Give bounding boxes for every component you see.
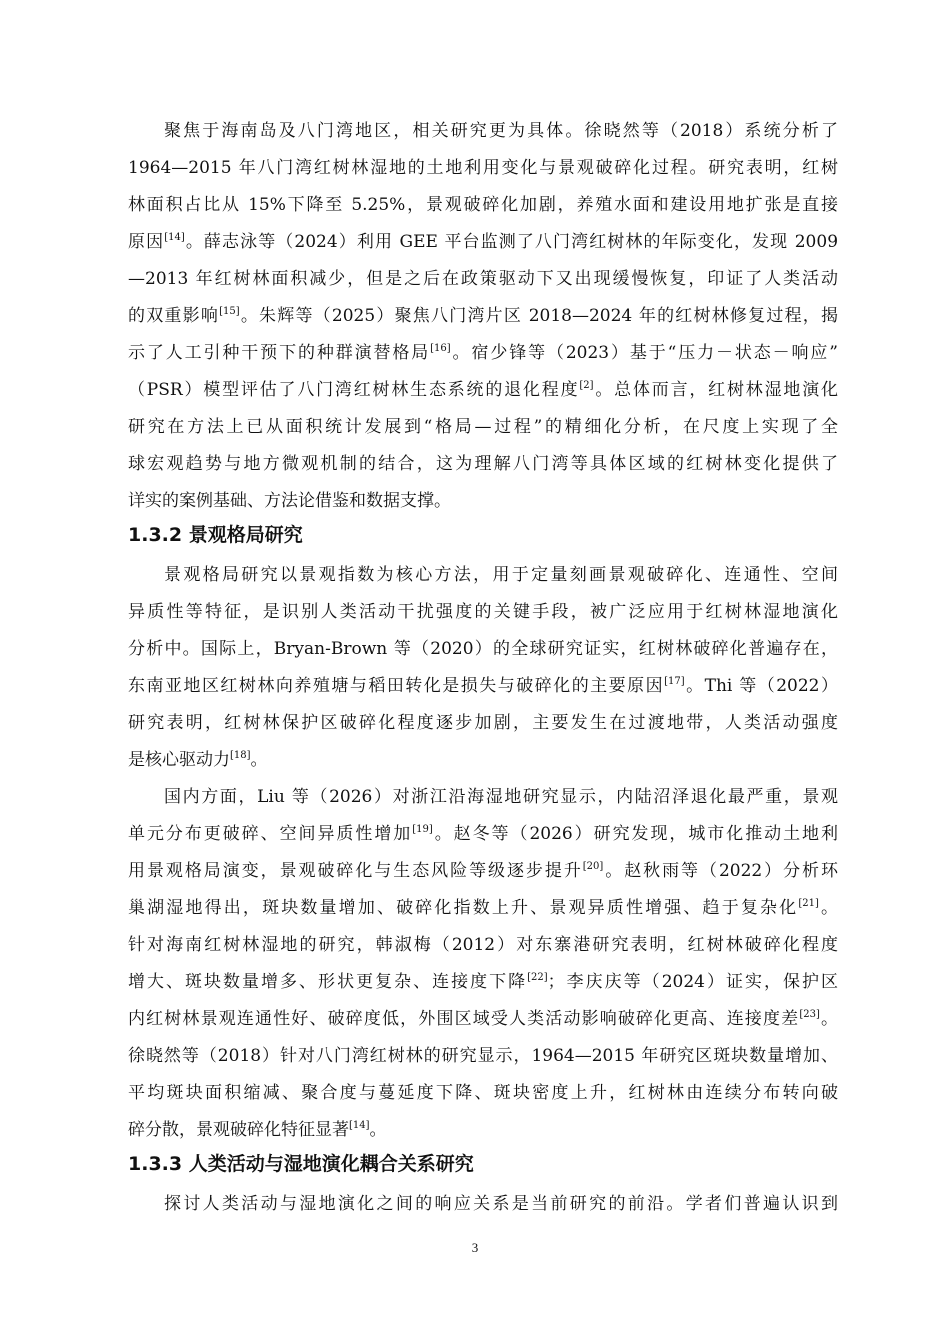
citation-superscript: [2] (579, 380, 594, 391)
text-line: 研究表明，红树林保护区破碎化程度逐步加剧，主要发生在过渡地带，人类活动强度 (128, 713, 838, 733)
text-line: 徐晓然等（2018）针对八门湾红树林的研究显示，1964—2015 年研究区斑块数量增加、 (128, 1046, 838, 1066)
citation-superscript: [22] (527, 972, 548, 983)
citation-superscript: [19] (412, 824, 433, 835)
text-line: 碎分散，景观破碎化特征显著[14]。 (128, 1120, 387, 1140)
citation-superscript: [16] (430, 343, 451, 354)
text-line: 研究在方法上已从面积统计发展到“格局—过程”的精细化分析，在尺度上实现了全 (128, 417, 838, 437)
section-heading: 1.3.3 人类活动与湿地演化耦合关系研究 (128, 1153, 474, 1175)
citation-superscript: [14] (164, 232, 185, 243)
section-heading: 1.3.2 景观格局研究 (128, 524, 303, 546)
text-line: 示了人工引种干预下的种群演替格局[16]。宿少锋等（2023）基于“压力－状态－响应” (128, 343, 838, 363)
text-line: 是核心驱动力[18]。 (128, 750, 268, 770)
text-line: 平均斑块面积缩减、聚合度与蔓延度下降、斑块密度上升，红树林由连续分布转向破 (128, 1083, 838, 1103)
text-line: 详实的案例基础、方法论借鉴和数据支撑。 (128, 491, 451, 511)
citation-superscript: [21] (798, 898, 819, 909)
text-line: —2013 年红树林面积减少，但是之后在政策驱动下又出现缓慢恢复，印证了人类活动 (128, 269, 838, 289)
text-line: 针对海南红树林湿地的研究，韩淑梅（2012）对东寨港研究表明，红树林破碎化程度 (128, 935, 838, 955)
text-line: 原因[14]。薛志泳等（2024）利用 GEE 平台监测了八门湾红树林的年际变化，发现 2009 (128, 232, 839, 252)
text-line: 球宏观趋势与地方微观机制的结合，这为理解八门湾等具体区域的红树林变化提供了 (128, 454, 838, 474)
text-line: 聚焦于海南岛及八门湾地区，相关研究更为具体。徐晓然等（2018）系统分析了 (164, 121, 838, 141)
text-line: 巢湖湿地得出，斑块数量增加、破碎化指数上升、景观异质性增强、趋于复杂化[21]。 (128, 898, 839, 918)
citation-superscript: [18] (230, 750, 251, 761)
citation-superscript: [14] (349, 1120, 370, 1131)
text-line: 用景观格局演变，景观破碎化与生态风险等级逐步提升[20]。赵秋雨等（2022）分析环 (128, 861, 839, 881)
citation-superscript: [15] (219, 306, 240, 317)
text-line: 的双重影响[15]。朱辉等（2025）聚焦八门湾片区 2018—2024 年的红树林修复过程，揭 (128, 306, 838, 326)
citation-superscript: [20] (582, 861, 604, 872)
citation-superscript: [17] (664, 676, 685, 687)
text-line: 内红树林景观连通性好、破碎度低，外围区域受人类活动影响破碎化更高、连接度差[23]。 (128, 1009, 839, 1029)
text-line: 分析中。国际上，Bryan-Brown 等（2020）的全球研究证实，红树林破碎化普遍存在， (128, 639, 838, 659)
text-line: 景观格局研究以景观指数为核心方法，用于定量刻画景观破碎化、连通性、空间 (164, 565, 838, 585)
text-line: 林面积占比从 15%下降至 5.25%，景观破碎化加剧，养殖水面和建设用地扩张是直接 (128, 195, 838, 215)
page-number: 3 (471, 1240, 479, 1255)
text-line: 国内方面，Liu 等（2026）对浙江沿海湿地研究显示，内陆沼泽退化最严重，景观 (164, 787, 838, 807)
text-line: 1964—2015 年八门湾红树林湿地的土地利用变化与景观破碎化过程。研究表明，红树 (128, 158, 838, 178)
text-line: 增大、斑块数量增多、形状更复杂、连接度下降[22]；李庆庆等（2024）证实，保护区 (128, 972, 838, 992)
text-line: 异质性等特征，是识别人类活动干扰强度的关键手段，被广泛应用于红树林湿地演化 (128, 602, 838, 622)
text-line: 探讨人类活动与湿地演化之间的响应关系是当前研究的前沿。学者们普遍认识到 (164, 1194, 838, 1214)
text-line: （PSR）模型评估了八门湾红树林生态系统的退化程度[2]。总体而言，红树林湿地演化 (128, 380, 838, 400)
text-line: 东南亚地区红树林向养殖塘与稻田转化是损失与破碎化的主要原因[17]。Thi 等（2022） (128, 676, 838, 696)
text-line: 单元分布更破碎、空间异质性增加[19]。赵冬等（2026）研究发现，城市化推动土地利 (128, 824, 839, 844)
citation-superscript: [23] (799, 1009, 820, 1020)
